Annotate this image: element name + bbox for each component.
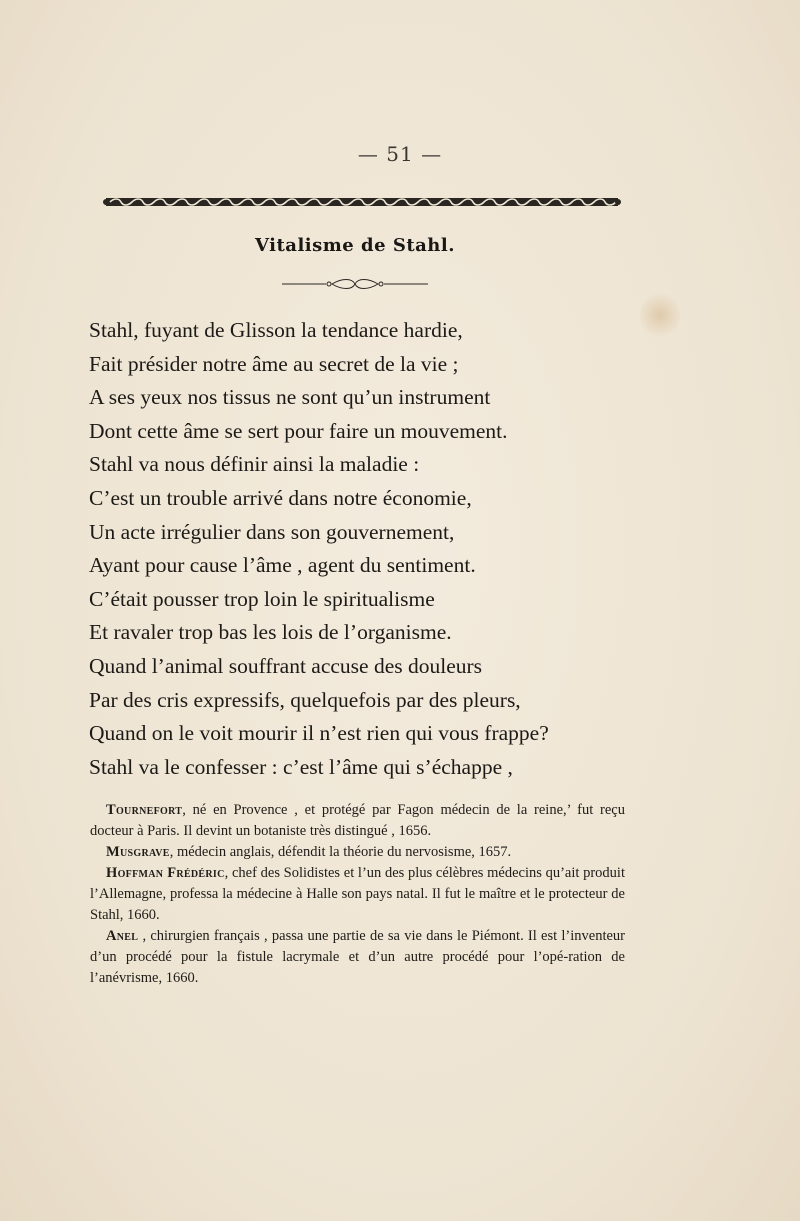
footnote bbox=[90, 800, 625, 842]
footnote bbox=[90, 842, 625, 863]
poem-line: Stahl va nous définir ainsi la maladie : bbox=[89, 452, 420, 477]
ornamental-band-icon bbox=[102, 192, 622, 212]
footnote-name: Anel bbox=[106, 928, 139, 944]
footnote-text: , né en Provence , et protégé par Fagon médecin de la reine,’ fut reçu docteur à Paris. Il devint un botaniste très distingué , 1656. bbox=[90, 802, 625, 839]
poem-line: C’est un trouble arrivé dans notre économie, bbox=[89, 485, 472, 510]
poem-line: Stahl va le confesser : c’est l’âme qui s’échappe , bbox=[89, 754, 513, 779]
footnote-text: , chirurgien français , passa une partie de sa vie dans le Piémont. Il est l’inventeur d’un procédé pour la fistule lacrymale et d’un autre procédé pour l’opé-ration de l’anévrisme, 1660. bbox=[90, 928, 625, 986]
footnote bbox=[90, 863, 625, 926]
footnote-text: , chef des Solidistes et l’un des plus célèbres médecins qu’ait produit l’Allemagne, professa la médecine à Halle son pays natal. Il fut le maître et le protecteur de Stahl, 1660. bbox=[90, 865, 625, 923]
poem-line: C’était pousser trop loin le spiritualisme bbox=[89, 586, 435, 611]
poem-line: Et ravaler trop bas les lois de l’organisme. bbox=[89, 620, 452, 645]
divider-ornament-icon bbox=[282, 277, 428, 291]
footnotes bbox=[90, 800, 625, 989]
page-number: — 51 — bbox=[357, 142, 443, 166]
poem-line: Un acte irrégulier dans son gouvernement, bbox=[89, 519, 455, 544]
poem-line: A ses yeux nos tissus ne sont qu’un instrument bbox=[89, 385, 491, 410]
poem bbox=[89, 314, 709, 784]
footnote-name: Tournefort bbox=[106, 802, 183, 818]
poem-line: Quand on le voit mourir il n’est rien qui vous frappe? bbox=[89, 721, 549, 746]
footnote-text: , médecin anglais, défendit la théorie du nervosisme, 1657. bbox=[169, 844, 512, 860]
poem-line: Fait présider notre âme au secret de la vie ; bbox=[89, 351, 459, 376]
poem-line: Dont cette âme se sert pour faire un mouvement. bbox=[89, 418, 508, 443]
section-heading: Vitalisme de Stahl. bbox=[254, 235, 455, 256]
poem-line: Quand l’animal souffrant accuse des douleurs bbox=[89, 653, 483, 678]
footnote-name: Hoffman Frédéric bbox=[106, 865, 225, 881]
footnote-name: Musgrave bbox=[106, 844, 170, 860]
footnote bbox=[90, 926, 625, 989]
poem-line: Ayant pour cause l’âme , agent du sentiment. bbox=[89, 553, 476, 578]
poem-line: Stahl, fuyant de Glisson la tendance hardie, bbox=[89, 318, 463, 342]
poem-line: Par des cris expressifs, quelquefois par des pleurs, bbox=[89, 687, 521, 712]
